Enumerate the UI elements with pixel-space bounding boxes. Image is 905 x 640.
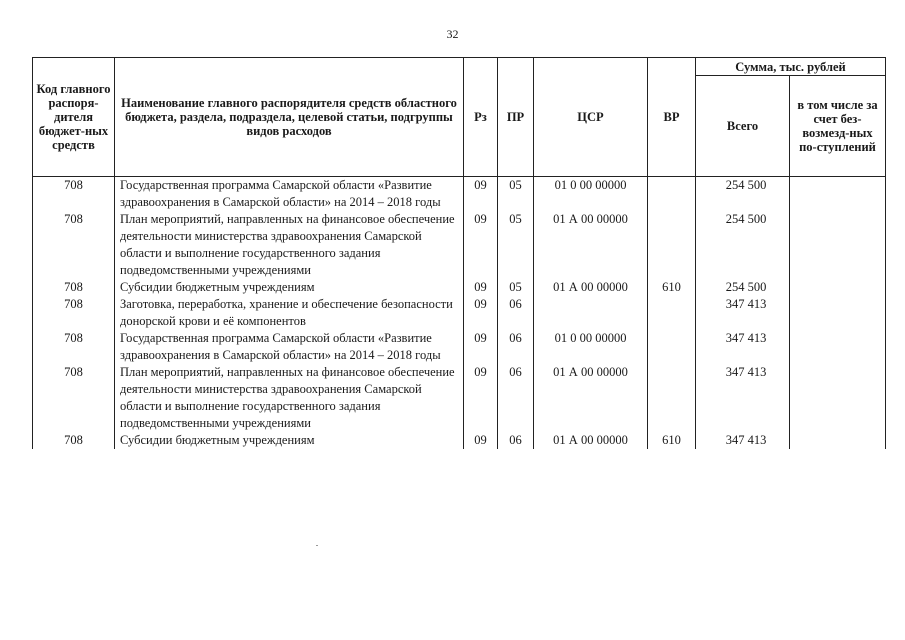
cell-name: Субсидии бюджетным учреждениям — [115, 432, 464, 449]
header-rz: Рз — [464, 58, 498, 177]
cell-total: 347 413 — [696, 296, 790, 330]
cell-pr: 06 — [498, 330, 534, 364]
cell-total: 254 500 — [696, 211, 790, 279]
cell-vr — [648, 296, 696, 330]
cell-incl — [790, 364, 886, 432]
cell-name: Субсидии бюджетным учреждениям — [115, 279, 464, 296]
cell-code: 708 — [33, 279, 115, 296]
header-name: Наименование главного распорядителя средств областного бюджета, раздела, подраздела, целевой статьи, подгруппы видов расходов — [115, 58, 464, 177]
cell-pr: 05 — [498, 211, 534, 279]
table-row — [33, 432, 886, 449]
cell-incl — [790, 279, 886, 296]
cell-incl — [790, 211, 886, 279]
cell-code: 708 — [33, 177, 115, 212]
cell-vr: 610 — [648, 432, 696, 449]
table-row — [33, 364, 886, 432]
page-number: 32 — [446, 27, 459, 41]
header-vr: ВР — [648, 58, 696, 177]
cell-total: 347 413 — [696, 432, 790, 449]
cell-name: Заготовка, переработка, хранение и обеспечение безопасности донорской крови и её компонентов — [115, 296, 464, 330]
cell-pr: 05 — [498, 279, 534, 296]
cell-csr: 01 0 00 00000 — [534, 177, 648, 212]
cell-total: 347 413 — [696, 364, 790, 432]
header-sum-group: Сумма, тыс. рублей — [696, 58, 886, 76]
header-pr: ПР — [498, 58, 534, 177]
cell-csr: 01 А 00 00000 — [534, 211, 648, 279]
cell-csr — [534, 296, 648, 330]
cell-rz: 09 — [464, 296, 498, 330]
cell-rz: 09 — [464, 177, 498, 212]
cell-csr: 01 А 00 00000 — [534, 364, 648, 432]
cell-pr: 05 — [498, 177, 534, 212]
cell-total: 254 500 — [696, 279, 790, 296]
table-header — [33, 58, 886, 177]
cell-incl — [790, 330, 886, 364]
cell-pr: 06 — [498, 432, 534, 449]
header-code: Код главного распоря-дителя бюджет-ных средств — [33, 58, 115, 177]
cell-vr — [648, 364, 696, 432]
cell-code: 708 — [33, 211, 115, 279]
cell-vr — [648, 211, 696, 279]
header-incl: в том числе за счет без-возмезд-ных по-ступлений — [790, 76, 886, 177]
cell-rz: 09 — [464, 211, 498, 279]
cell-total: 254 500 — [696, 177, 790, 212]
table-row — [33, 211, 886, 279]
scan-speck — [316, 545, 318, 546]
cell-incl — [790, 296, 886, 330]
cell-code: 708 — [33, 330, 115, 364]
table-row — [33, 330, 886, 364]
table-row — [33, 279, 886, 296]
table-row — [33, 177, 886, 212]
cell-rz: 09 — [464, 279, 498, 296]
table-body — [33, 177, 886, 450]
cell-name: Государственная программа Самарской области «Развитие здравоохранения в Самарской области» на 2014 – 2018 годы — [115, 177, 464, 212]
cell-rz: 09 — [464, 364, 498, 432]
cell-csr: 01 А 00 00000 — [534, 432, 648, 449]
header-csr: ЦСР — [534, 58, 648, 177]
cell-incl — [790, 432, 886, 449]
cell-code: 708 — [33, 296, 115, 330]
budget-table — [32, 57, 886, 449]
cell-pr: 06 — [498, 364, 534, 432]
header-total: Всего — [696, 76, 790, 177]
cell-rz: 09 — [464, 330, 498, 364]
cell-rz: 09 — [464, 432, 498, 449]
cell-pr: 06 — [498, 296, 534, 330]
cell-total: 347 413 — [696, 330, 790, 364]
cell-vr — [648, 330, 696, 364]
table-row — [33, 296, 886, 330]
cell-name: План мероприятий, направленных на финансовое обеспечение деятельности министерства здравоохранения Самарской области и выполнение государственного задания подведомственными учреждениями — [115, 364, 464, 432]
cell-name: План мероприятий, направленных на финансовое обеспечение деятельности министерства здравоохранения Самарской области и выполнение государственного задания подведомственными учреждениями — [115, 211, 464, 279]
cell-code: 708 — [33, 364, 115, 432]
cell-name: Государственная программа Самарской области «Развитие здравоохранения в Самарской области» на 2014 – 2018 годы — [115, 330, 464, 364]
cell-vr: 610 — [648, 279, 696, 296]
cell-code: 708 — [33, 432, 115, 449]
cell-incl — [790, 177, 886, 212]
cell-csr: 01 А 00 00000 — [534, 279, 648, 296]
cell-csr: 01 0 00 00000 — [534, 330, 648, 364]
cell-vr — [648, 177, 696, 212]
